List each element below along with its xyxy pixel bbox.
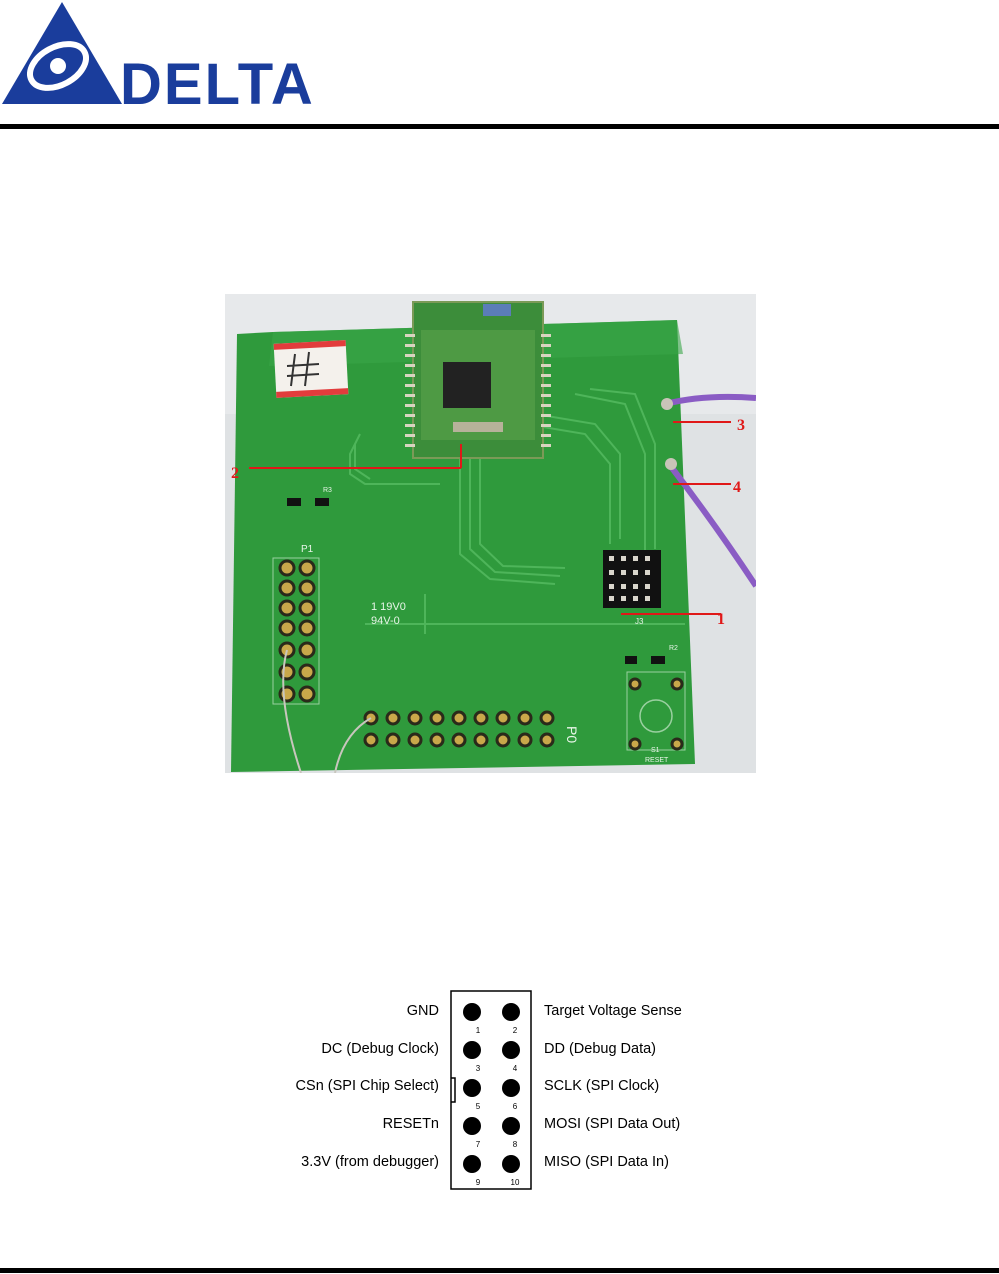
silk-reset: RESET	[645, 757, 669, 764]
pin-number-7: 7	[475, 1140, 481, 1149]
pin-number-1: 1	[475, 1026, 481, 1035]
pin-number-3: 3	[475, 1064, 481, 1073]
silk-r3: R3	[323, 487, 332, 494]
silk-p0: P0	[564, 726, 580, 744]
pin-label-6: SCLK (SPI Clock)	[544, 1078, 660, 1094]
pin-number-9: 9	[475, 1178, 481, 1187]
delta-logo	[0, 0, 320, 110]
silk-date-code: 1 19V0	[371, 601, 406, 613]
silk-j3: J3	[635, 617, 644, 626]
pin-label-3: DC (Debug Clock)	[321, 1041, 439, 1057]
pin-label-5: CSn (SPI Chip Select)	[295, 1078, 439, 1094]
silk-p1: P1	[301, 544, 314, 555]
pin-label-7: RESETn	[382, 1116, 439, 1132]
header-rule	[0, 124, 999, 129]
pin-label-8: MOSI (SPI Data Out)	[544, 1116, 681, 1132]
pin-number-10: 10	[510, 1178, 520, 1187]
pin-number-4: 4	[512, 1064, 518, 1073]
pin-label-1: GND	[406, 1003, 439, 1019]
pin-number-6: 6	[512, 1102, 518, 1111]
pin-number-8: 8	[512, 1140, 518, 1149]
devboard-photo	[225, 294, 756, 773]
silk-s1: S1	[651, 747, 660, 754]
pin-label-4: DD (Debug Data)	[544, 1041, 657, 1057]
pin-label-2: Target Voltage Sense	[544, 1003, 682, 1019]
footer-rule	[0, 1268, 999, 1273]
pin-number-2: 2	[512, 1026, 518, 1035]
callout-1: 1	[717, 611, 725, 628]
callout-2: 2	[231, 465, 239, 482]
silk-ul: 94V-0	[371, 615, 400, 627]
connector-header	[450, 990, 534, 1190]
pin-number-5: 5	[475, 1102, 481, 1111]
logo-wordmark: DELTA	[120, 52, 315, 110]
debug-connector-pinout	[260, 985, 740, 1195]
callout-3: 3	[737, 417, 745, 434]
pin-label-10: MISO (SPI Data In)	[544, 1154, 669, 1170]
callout-4: 4	[733, 479, 741, 496]
pin-label-9: 3.3V (from debugger)	[301, 1154, 439, 1170]
silk-r2: R2	[669, 645, 678, 652]
